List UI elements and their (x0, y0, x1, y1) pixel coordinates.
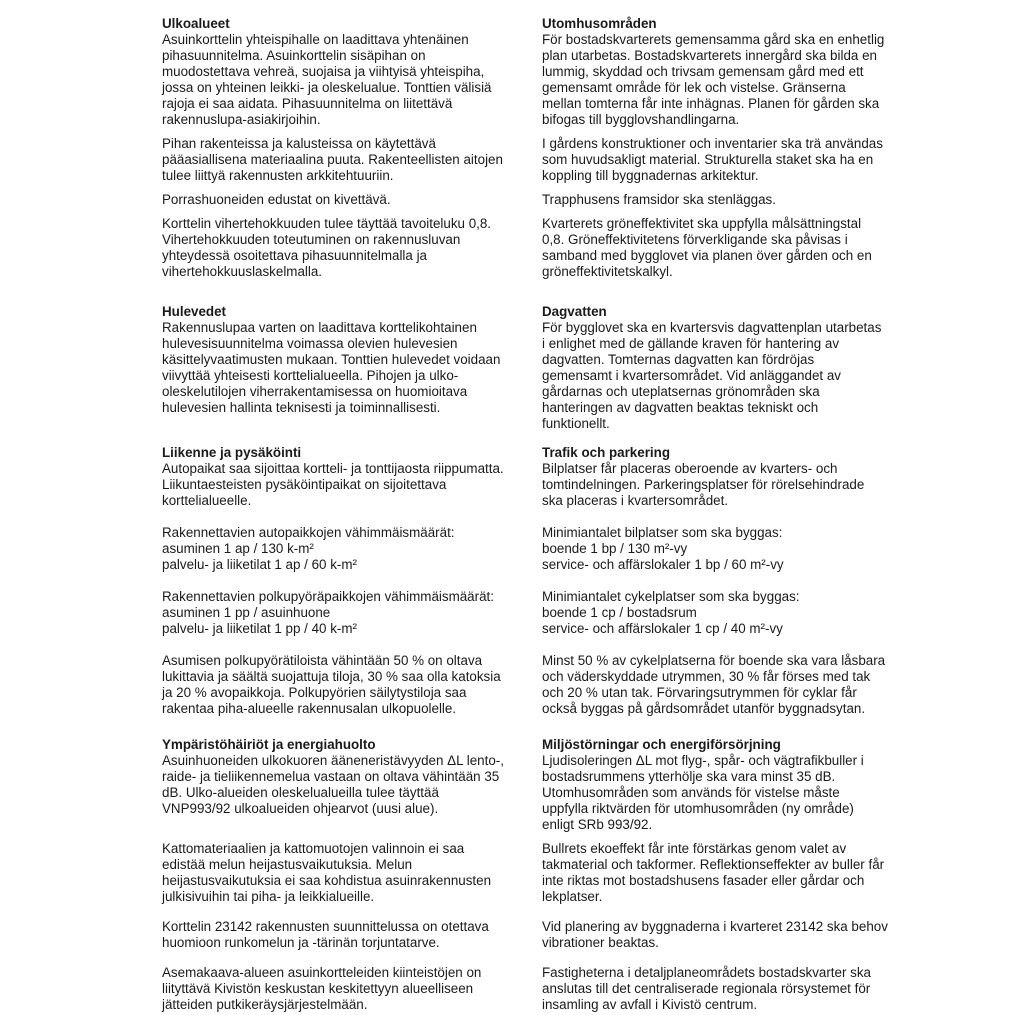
paragraph: Korttelin vihertehokkuuden tulee täyttää tavoiteluku 0,8. Vihertehokkuuden toteutuminen on rakennusluvan yhteydessä osoitettava pihasuunnitelmalla ja vihertehokkuuslaskelmalla. (162, 216, 492, 279)
paragraph: Trapphusens framsidor ska stenläggas. (542, 192, 776, 207)
paragraph: För bygglovet ska en kvartersvis dagvattenplan utarbetas i enlighet med de gällande kraven för hantering av dagvatten. Tomternas dagvatten kan fördröjas gemensamt i kvartersområdet. Vid anläggandet av gårdarnas och uteplatsernas grönområden ska hanteringen av dagvatten beaktas tekniskt och funktionellt. (542, 320, 882, 431)
paragraph: Pihan rakenteissa ja kalusteissa on käytettävä pääasiallisena materiaalina puuta. Rakenteellisten aitojen tulee liittyä rakennusten arkkitehtuuriin. (162, 136, 503, 183)
section-ymparistohairiot (162, 737, 522, 1013)
paragraph: För bostadskvarterets gemensamma gård ska en enhetlig plan utarbetas. Bostadskvarterets innergård ska bilda en lummig, skyddad och trivsam gemensam gård med ett gemensamt område för lek och vistelse. Gränserna mellan tomterna får inte inhägnas. Planen för gården ska bifogas till bygglovshandlingarna. (542, 32, 885, 127)
paragraph: Bullrets ekoeffekt får inte förstärkas genom valet av takmaterial och takformer. Reflektionseffekter av buller får inte riktas mot bostadshusens fasader eller gårdar och lekplatser. (542, 841, 885, 904)
section-dagvatten (542, 304, 902, 432)
paragraph: Asemakaava-alueen asuinkortteleiden kiinteistöjen on liityttävä Kivistön keskustan keskitettyyn alueelliseen jätteiden putkikeräysjärjestelmään. (162, 965, 482, 1012)
paragraph: Bilplatser får placeras oberoende av kvarters- och tomtindelningen. Parkeringsplatser för rörelsehindrade ska placeras i kvartersområdet. (542, 461, 865, 508)
paragraph: Rakennettavien polkupyöräpaikkojen vähimmäismäärät: asuminen 1 pp / asuinhuone palvelu- ja liiketilat 1 pp / 40 k-m² (162, 589, 494, 636)
paragraph: Asumisen polkupyörätiloista vähintään 50 % on oltava lukittavia ja säältä suojattuja tiloja, 30 % saa olla katoksia ja 20 % avopaikkoja. Polkupyörien säilytystiloja saa rakentaa piha-alueelle rakennusalan ulkopuolelle. (162, 653, 501, 716)
paragraph: Vid planering av byggnaderna i kvarteret 23142 ska behov vibrationer beaktas. (542, 919, 888, 950)
section-heading: Liikenne ja pysäköinti (162, 445, 302, 460)
section-liikenne (162, 445, 522, 717)
paragraph: Autopaikat saa sijoittaa kortteli- ja tonttijaosta riippumatta. Liikuntaesteisten pysäköintipaikat on sijoitettava korttelialueelle. (162, 461, 504, 508)
section-heading: Utomhusområden (542, 16, 657, 31)
section-miljostorningar (542, 737, 902, 1013)
paragraph: Minimiantalet bilplatser som ska byggas: boende 1 bp / 130 m²-vy service- och affärslokaler 1 bp / 60 m²-vy (542, 525, 784, 572)
paragraph: Asuinhuoneiden ulkokuoren ääneneristävyyden ΔL lento-, raide- ja tieliikennemelua vastaan on oltava vähintään 35 dB. Ulko-alueiden oleskelualueilla tulee täyttää VNP993/92 ulkoalueiden ohjearvot (uusi alue). (162, 753, 504, 816)
section-ulkoalueet (162, 16, 522, 280)
paragraph: Minimiantalet cykelplatser som ska byggas: boende 1 cp / bostadsrum service- och affärslokaler 1 cp / 40 m²-vy (542, 589, 800, 636)
section-utomhusomraden (542, 16, 902, 280)
paragraph: Korttelin 23142 rakennusten suunnittelussa on otettava huomioon runkomelun ja -tärinän torjuntatarve. (162, 919, 489, 950)
section-heading: Ympäristöhäiriöt ja energiahuolto (162, 737, 376, 752)
paragraph: Ljudisoleringen ΔL mot flyg-, spår- och vägtrafikbuller i bostadsrummens ytterhölje ska vara minst 35 dB. Utomhusområden som används för vistelse måste uppfylla riktvärden för utomhusområden (ny område) enligt SRb 993/92. (542, 753, 864, 832)
section-heading: Hulevedet (162, 304, 226, 319)
paragraph: Fastigheterna i detaljplaneområdets bostadskvarter ska anslutas till det centraliserade regionala rörsystemet för insamling av avfall i Kivistö centrum. (542, 965, 871, 1012)
paragraph: Kvarterets gröneffektivitet ska uppfylla målsättningstal 0,8. Gröneffektivitetens förverkligande ska påvisas i samband med bygglovet via planen över gården och en gröneffektivitetskalkyl. (542, 216, 872, 279)
paragraph: Kattomateriaalien ja kattomuotojen valinnoin ei saa edistää melun heijastusvaikutuksia. Melun heijastusvaikutuksia ei saa kohdistua asuinrakennusten julkisivuihin tai piha- ja leikkialueille. (162, 841, 492, 904)
section-heading: Miljöstörningar och energiförsörjning (542, 737, 781, 752)
paragraph: Minst 50 % av cykelplatserna för boende ska vara låsbara och väderskyddade utrymmen, 30 % får förses med tak och 20 % utan tak. Förvaringsutrymmen för cyklar får också byggas på gårdsområdet utanför byggnadsytan. (542, 653, 886, 716)
section-heading: Dagvatten (542, 304, 607, 319)
paragraph: I gårdens konstruktioner och inventarier ska trä användas som huvudsakligt material. Strukturella staket ska ha en koppling till byggnadernas arkitektur. (542, 136, 883, 183)
section-hulevedet (162, 304, 522, 416)
paragraph: Porrashuoneiden edustat on kivettävä. (162, 192, 391, 207)
section-trafik (542, 445, 902, 717)
section-heading: Trafik och parkering (542, 445, 670, 460)
paragraph: Rakennuslupaa varten on laadittava korttelikohtainen hulevesisuunnitelma voimassa olevien hulevesien käsittelyvaatimusten mukaan. Tonttien hulevedet voidaan viivyttää yhteisesti korttelialueella. Pihojen ja ulko- oleskelutilojen viherrakentamisessa on huomioitava hulevesien hallinta teknisesti ja toiminnallisesti. (162, 320, 501, 415)
paragraph: Asuinkorttelin yhteispihalle on laadittava yhtenäinen pihasuunnitelma. Asuinkorttelin sisäpihan on muodostettava vehreä, suojaisa ja viihtyisä yhteispiha, jossa on yhteinen leikki- ja oleskelualue. Tonttien välisiä rajoja ei saa aidata. Pihasuunnitelma on liitettävä rakennuslupa-asiakirjoihin. (162, 32, 492, 127)
paragraph: Rakennettavien autopaikkojen vähimmäismäärät: asuminen 1 ap / 130 k-m² palvelu- ja liiketilat 1 ap / 60 k-m² (162, 525, 455, 572)
section-heading: Ulkoalueet (162, 16, 230, 31)
